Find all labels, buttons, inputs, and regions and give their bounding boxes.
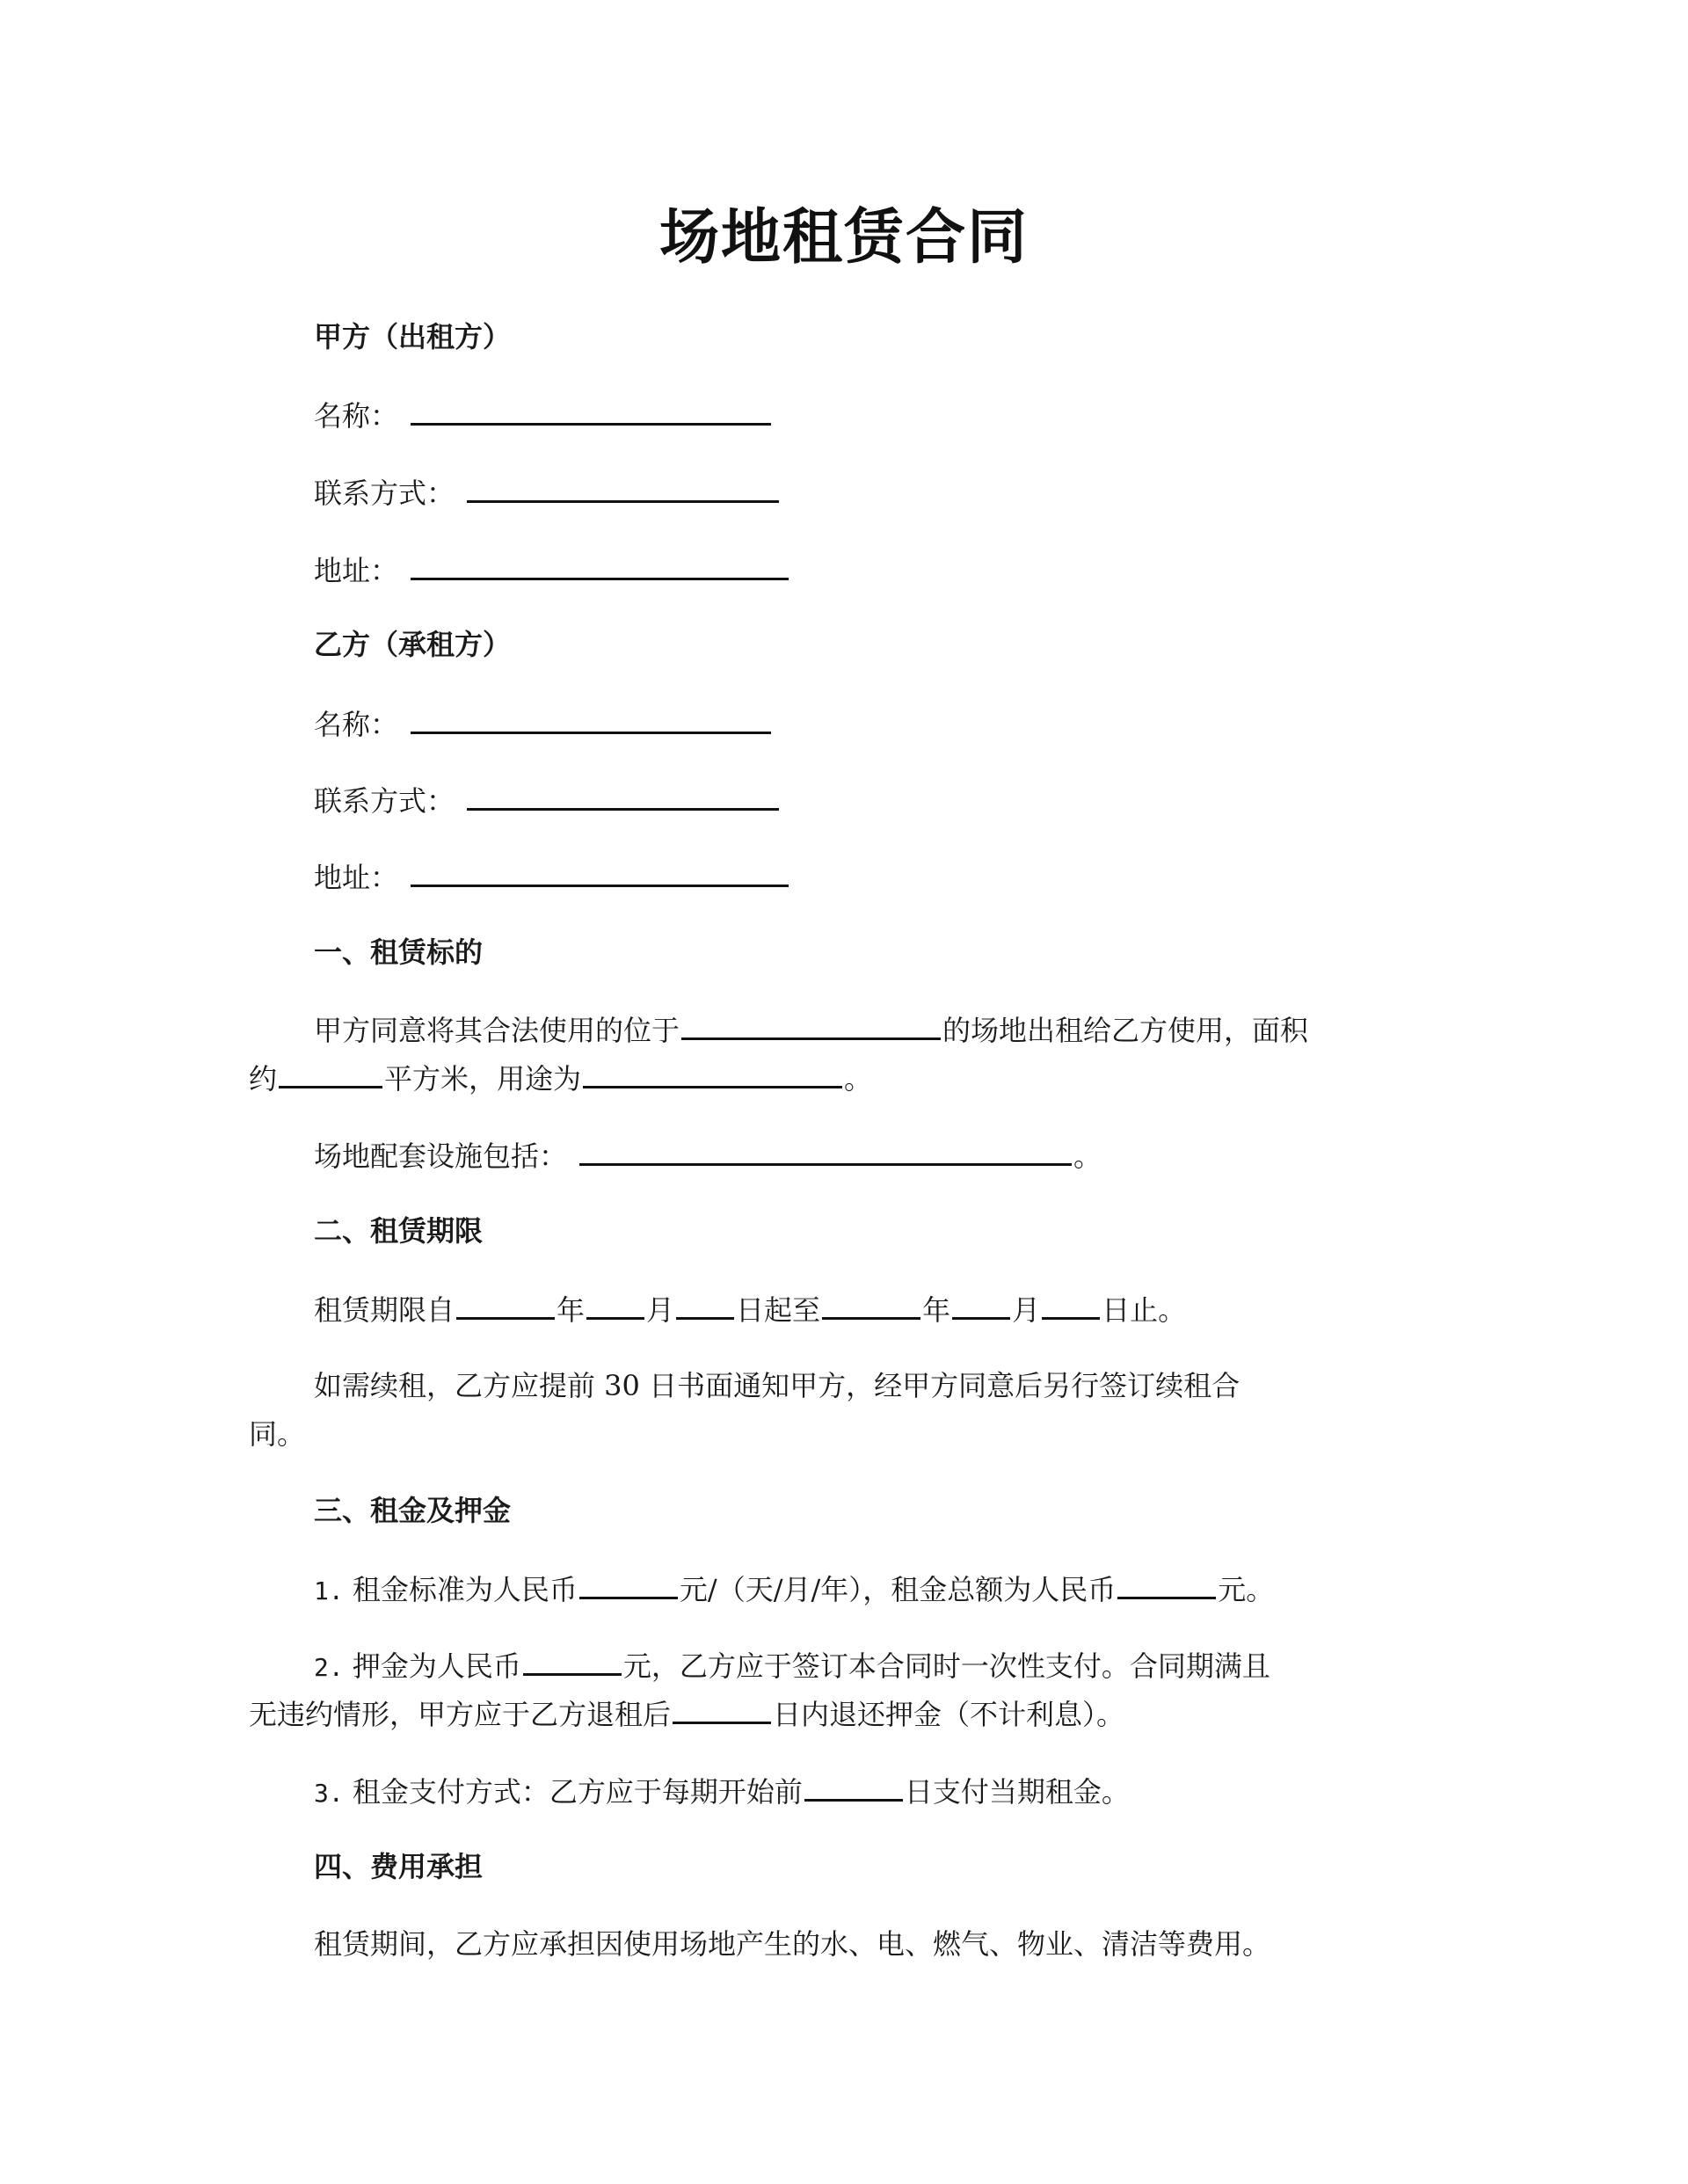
- deposit-amount-blank[interactable]: [523, 1647, 622, 1676]
- term-text: 租赁期限自: [314, 1293, 455, 1327]
- party-b-name-label: 名称：: [314, 708, 399, 741]
- term-text: 日止。: [1102, 1293, 1187, 1327]
- usage-blank[interactable]: [583, 1059, 842, 1088]
- rent-text: 元/（天/月/年），租金总额为人民币: [679, 1573, 1117, 1606]
- area-blank[interactable]: [279, 1059, 382, 1088]
- section4-heading: 四、费用承担: [314, 1850, 484, 1883]
- party-b-contact-row: [314, 782, 781, 819]
- start-year-blank[interactable]: [456, 1291, 555, 1320]
- section1-p2: [314, 1137, 1102, 1174]
- rent-item-2-line2: [249, 1695, 1124, 1732]
- term-text: 月: [1012, 1293, 1041, 1327]
- rent-item-1: [314, 1570, 1274, 1609]
- end-day-blank[interactable]: [1042, 1291, 1100, 1320]
- party-b-contact-blank[interactable]: [467, 782, 779, 811]
- start-month-blank[interactable]: [586, 1291, 644, 1320]
- party-a-name-blank[interactable]: [411, 397, 771, 426]
- end-year-blank[interactable]: [822, 1291, 920, 1320]
- party-b-name-blank[interactable]: [411, 705, 771, 734]
- expenses-text: 租赁期间，乙方应承担因使用场地产生的水、电、燃气、物业、清洁等费用。: [314, 1927, 1271, 1961]
- party-b-address-label: 地址：: [314, 861, 399, 894]
- rent-text: 租金标准为人民币: [352, 1573, 578, 1606]
- party-a-contact-row: [314, 474, 781, 511]
- section1-p1-line2: [249, 1059, 872, 1096]
- party-a-name-row: [314, 397, 773, 433]
- term-text: 年: [922, 1293, 951, 1327]
- item-number: 1.: [314, 1576, 344, 1605]
- deposit-text: 元，乙方应于签订本合同时一次性支付。合同期满且: [622, 1649, 1270, 1683]
- party-a-address-row: [314, 551, 790, 588]
- party-b-address-blank[interactable]: [411, 858, 789, 887]
- section1-text: 。: [1073, 1139, 1102, 1173]
- party-b-address-row: [314, 858, 790, 895]
- section1-text: 平方米，用途为: [384, 1062, 582, 1096]
- rent-rate-blank[interactable]: [579, 1570, 678, 1599]
- location-blank[interactable]: [681, 1011, 941, 1040]
- deposit-text: 押金为人民币: [352, 1649, 521, 1683]
- payment-text: 租金支付方式：乙方应于每期开始前: [352, 1775, 803, 1809]
- party-a-address-blank[interactable]: [411, 551, 789, 580]
- party-b-contact-label: 联系方式：: [314, 784, 455, 818]
- facilities-blank[interactable]: [579, 1137, 1072, 1166]
- party-a-contact-blank[interactable]: [467, 474, 779, 503]
- section1-text: 甲方同意将其合法使用的位于: [314, 1014, 680, 1047]
- section1-p1-line1: [314, 1011, 1308, 1048]
- party-b-name-row: [314, 705, 773, 742]
- party-a-heading: 甲方（出租方）: [314, 320, 512, 353]
- deposit-text: 无违约情形，甲方应于乙方退租后: [249, 1698, 672, 1731]
- party-a-address-label: 地址：: [314, 554, 399, 587]
- section1-text: 约: [249, 1062, 278, 1096]
- document-title: 场地租赁合同: [658, 202, 1029, 273]
- term-text: 月: [646, 1293, 675, 1327]
- payment-days-blank[interactable]: [804, 1773, 903, 1802]
- refund-days-blank[interactable]: [673, 1695, 771, 1724]
- party-a-contact-label: 联系方式：: [314, 477, 455, 510]
- term-text: 日起至: [736, 1293, 821, 1327]
- facilities-label: 场地配套设施包括：: [314, 1139, 568, 1173]
- rent-total-blank[interactable]: [1117, 1570, 1216, 1599]
- end-month-blank[interactable]: [952, 1291, 1010, 1320]
- party-a-name-label: 名称：: [314, 399, 399, 433]
- term-row: [314, 1291, 1186, 1328]
- start-day-blank[interactable]: [676, 1291, 734, 1320]
- section1-text: 的场地出租给乙方使用，面积: [942, 1014, 1309, 1047]
- rent-text: 元。: [1218, 1573, 1275, 1606]
- payment-text: 日支付当期租金。: [904, 1775, 1130, 1809]
- item-number: 3.: [314, 1779, 344, 1808]
- section3-heading: 三、租金及押金: [314, 1494, 512, 1527]
- section1-text: 。: [844, 1062, 873, 1096]
- rent-item-2-line1: [314, 1647, 1270, 1685]
- renewal-line1: 如需续租，乙方应提前 30 日书面通知甲方，经甲方同意后另行签订续租合: [314, 1369, 1241, 1402]
- section1-heading: 一、租赁标的: [314, 935, 484, 969]
- item-number: 2.: [314, 1653, 344, 1682]
- section2-heading: 二、租赁期限: [314, 1214, 484, 1248]
- renewal-line2: 同。: [249, 1417, 306, 1451]
- rent-item-3: [314, 1773, 1130, 1811]
- term-text: 年: [557, 1293, 586, 1327]
- deposit-text: 日内退还押金（不计利息）。: [773, 1698, 1125, 1731]
- party-b-heading: 乙方（承租方）: [314, 628, 512, 661]
